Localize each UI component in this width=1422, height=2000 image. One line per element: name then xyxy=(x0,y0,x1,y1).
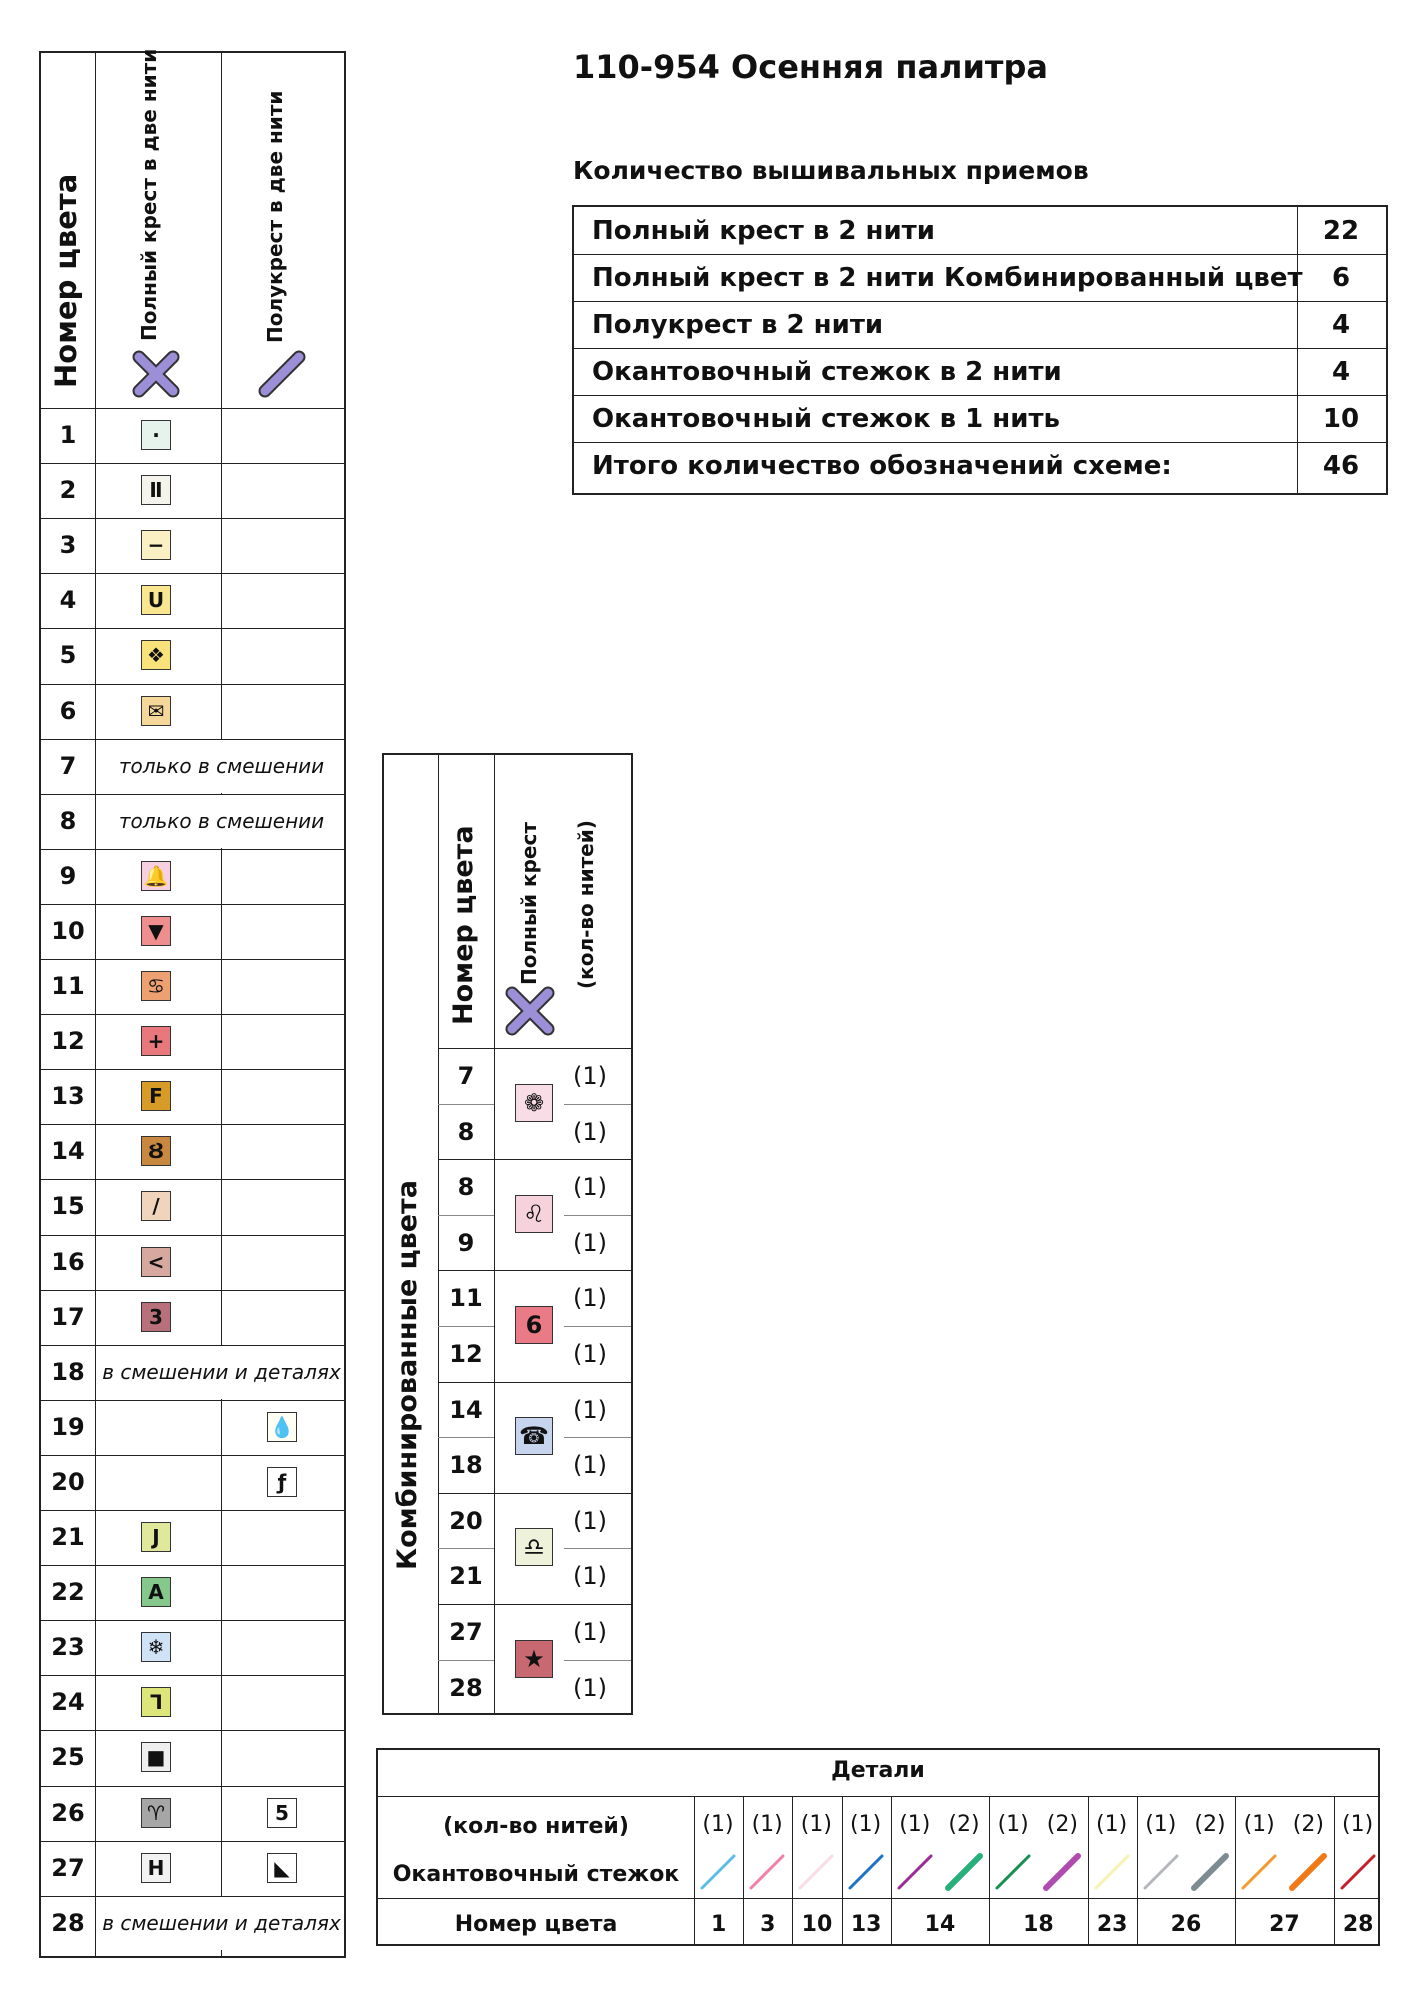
combined-color-number: 20 xyxy=(449,1506,483,1535)
count-value: 10 xyxy=(1322,404,1360,434)
color-number: 8 xyxy=(59,806,77,835)
full-cross-symbol: ▼ xyxy=(141,916,171,946)
full-cross-symbol: 🔔 xyxy=(141,861,171,891)
combined-color-number: 8 xyxy=(457,1117,475,1146)
count-row xyxy=(574,348,1386,395)
details-thread-count: (1) xyxy=(1096,1812,1128,1837)
count-label: Полный крест в 2 нити xyxy=(592,216,935,246)
details-title: Детали xyxy=(831,1758,925,1783)
edge-stitch-line-icon xyxy=(991,1850,1035,1894)
combined-thread-count: (1) xyxy=(573,1673,607,1702)
edge-stitch-line-icon xyxy=(1139,1850,1183,1894)
combined-thread-count: (1) xyxy=(573,1395,607,1424)
details-thread-count: (2) xyxy=(948,1812,980,1837)
combined-color-number: 28 xyxy=(449,1673,483,1702)
details-color-number: 28 xyxy=(1342,1912,1374,1937)
color-number: 23 xyxy=(51,1633,85,1662)
color-number: 4 xyxy=(59,586,77,615)
color-number: 12 xyxy=(51,1027,85,1056)
combined-thread-count: (1) xyxy=(573,1506,607,1535)
combined-header-full-cross: Полный крест xyxy=(517,822,541,985)
full-cross-symbol: − xyxy=(141,530,171,560)
full-cross-symbol: Ȣ xyxy=(141,1136,171,1166)
details-table xyxy=(376,1748,1380,1946)
details-thread-count: (1) xyxy=(702,1812,734,1837)
count-value: 6 xyxy=(1331,263,1351,293)
edge-stitch-line-icon xyxy=(696,1850,740,1894)
color-number: 10 xyxy=(51,916,85,945)
details-thread-count: (1) xyxy=(1243,1812,1275,1837)
details-thread-count: (2) xyxy=(1194,1812,1226,1837)
edge-stitch-line-icon xyxy=(1336,1850,1380,1894)
color-number: 16 xyxy=(51,1247,85,1276)
combined-color-number: 11 xyxy=(449,1284,483,1313)
count-label: Полукрест в 2 нити xyxy=(592,310,884,340)
full-cross-symbol: ♋ xyxy=(141,971,171,1001)
edge-stitch-line-icon xyxy=(1040,1850,1084,1894)
mix-note: только в смешении xyxy=(118,808,325,833)
details-thread-count: (1) xyxy=(800,1812,832,1837)
count-total-value: 46 xyxy=(1322,451,1360,481)
combined-thread-count: (1) xyxy=(573,1284,607,1313)
combined-color-number: 9 xyxy=(457,1228,475,1257)
color-number: 18 xyxy=(51,1357,85,1386)
count-row xyxy=(574,395,1386,442)
count-label: Окантовочный стежок в 2 нити xyxy=(592,357,1062,387)
header-half-cross: Полукрест в две нити xyxy=(263,90,287,343)
full-cross-symbol: ♈ xyxy=(141,1798,171,1828)
combined-symbol: ♎ xyxy=(515,1528,553,1566)
details-color-number: 10 xyxy=(801,1912,833,1937)
full-cross-symbol: 3 xyxy=(141,1302,171,1332)
details-color-number: 14 xyxy=(924,1912,956,1937)
details-stitch-label: Окантовочный стежок xyxy=(392,1862,680,1887)
edge-stitch-line-icon xyxy=(1237,1850,1281,1894)
combined-header-threads: (кол-во нитей) xyxy=(574,820,598,989)
combined-thread-count: (1) xyxy=(573,1173,607,1202)
full-cross-symbol: · xyxy=(141,420,171,450)
combined-side-label: Комбинированные цвета xyxy=(392,1180,423,1570)
edge-stitch-line-icon xyxy=(893,1850,937,1894)
combined-thread-count: (1) xyxy=(573,1228,607,1257)
details-thread-count: (1) xyxy=(1145,1812,1177,1837)
color-number: 22 xyxy=(51,1578,85,1607)
color-number: 11 xyxy=(51,972,85,1000)
color-legend-table xyxy=(39,48,346,1958)
combined-thread-count: (1) xyxy=(573,1062,607,1090)
color-number: 15 xyxy=(51,1192,85,1221)
full-cross-symbol: Ⅱ xyxy=(141,475,171,505)
details-threads-label: (кол-во нитей) xyxy=(443,1814,629,1839)
mix-note: только в смешении xyxy=(118,753,325,778)
full-cross-symbol: ✉ xyxy=(141,696,171,726)
edge-stitch-line-icon xyxy=(942,1850,986,1894)
color-number: 24 xyxy=(51,1688,85,1717)
color-number: 14 xyxy=(51,1137,85,1166)
full-cross-symbol: H xyxy=(141,1853,171,1883)
counts-table xyxy=(572,205,1388,495)
full-cross-symbol: U xyxy=(141,585,171,615)
full-cross-symbol: < xyxy=(141,1247,171,1277)
color-number: 17 xyxy=(51,1302,85,1331)
color-number: 5 xyxy=(59,641,77,670)
header-full-cross: Полный крест в две нити xyxy=(137,48,161,341)
combined-color-number: 18 xyxy=(449,1451,483,1480)
count-total-label: Итого количество обозначений схеме: xyxy=(592,451,1172,481)
color-number: 28 xyxy=(51,1908,85,1937)
full-cross-icon xyxy=(131,349,181,399)
color-number: 7 xyxy=(59,751,77,780)
details-color-number: 1 xyxy=(710,1912,727,1937)
combined-thread-count: (1) xyxy=(573,1340,607,1368)
combined-color-number: 12 xyxy=(449,1340,483,1368)
count-value: 22 xyxy=(1322,216,1360,246)
half-cross-symbol: 5 xyxy=(267,1798,297,1828)
edge-stitch-line-icon xyxy=(1188,1850,1232,1894)
combined-symbol: ☎ xyxy=(515,1417,553,1455)
half-cross-symbol: 💧 xyxy=(267,1412,297,1442)
color-number: 20 xyxy=(51,1467,85,1496)
color-number: 21 xyxy=(51,1523,85,1551)
color-number: 1 xyxy=(59,421,77,449)
combined-thread-count: (1) xyxy=(573,1117,607,1146)
combined-symbol: ★ xyxy=(515,1640,553,1678)
color-number: 25 xyxy=(51,1743,85,1772)
full-cross-symbol: ■ xyxy=(141,1742,171,1772)
full-cross-symbol: + xyxy=(141,1026,171,1056)
page-title: 110-954 Осенняя палитра xyxy=(573,48,1048,86)
count-value: 4 xyxy=(1331,357,1351,387)
details-thread-count: (1) xyxy=(997,1812,1029,1837)
combined-thread-count: (1) xyxy=(573,1562,607,1591)
details-color-number: 26 xyxy=(1170,1912,1202,1937)
details-color-number: 3 xyxy=(760,1912,776,1937)
combined-symbol: ❁ xyxy=(515,1084,553,1122)
full-cross-symbol: F xyxy=(141,1081,171,1111)
full-cross-symbol: A xyxy=(141,1577,171,1607)
edge-stitch-line-icon xyxy=(745,1850,789,1894)
full-cross-symbol: ❖ xyxy=(141,640,171,670)
count-total-row xyxy=(574,442,1386,489)
edge-stitch-line-icon xyxy=(844,1850,888,1894)
count-label: Полный крест в 2 нити Комбинированный цвет xyxy=(592,263,1303,293)
count-row xyxy=(574,301,1386,348)
details-thread-count: (2) xyxy=(1046,1812,1078,1837)
combined-thread-count: (1) xyxy=(573,1451,607,1480)
color-number: 2 xyxy=(59,476,77,505)
combined-symbol: 6 xyxy=(515,1306,553,1344)
details-thread-count: (1) xyxy=(850,1812,882,1837)
combined-color-number: 14 xyxy=(449,1395,483,1424)
combined-color-number: 27 xyxy=(449,1618,483,1646)
full-cross-symbol: ⅂ xyxy=(141,1687,171,1717)
half-cross-symbol: ◣ xyxy=(267,1853,297,1883)
half-cross-symbol: ƒ xyxy=(267,1467,297,1497)
details-thread-count: (2) xyxy=(1292,1812,1324,1837)
combined-color-number: 7 xyxy=(457,1062,475,1090)
count-label: Окантовочный стежок в 1 нить xyxy=(592,404,1060,434)
counts-heading: Количество вышивальных приемов xyxy=(573,156,1089,185)
details-number-label: Номер цвета xyxy=(454,1912,618,1937)
combined-colors-table xyxy=(382,753,633,1715)
details-thread-count: (1) xyxy=(899,1812,931,1837)
edge-stitch-line-icon xyxy=(1090,1850,1134,1894)
combined-color-number: 8 xyxy=(457,1173,475,1202)
details-color-number: 18 xyxy=(1023,1912,1054,1937)
count-row xyxy=(574,254,1386,301)
details-color-number: 27 xyxy=(1269,1912,1300,1937)
combined-header-color-number: Номер цвета xyxy=(448,825,479,1025)
details-thread-count: (1) xyxy=(751,1812,783,1837)
details-color-number: 23 xyxy=(1096,1912,1128,1937)
combined-color-number: 21 xyxy=(449,1562,483,1591)
color-number: 6 xyxy=(59,696,77,725)
mix-note: в смешении и деталях xyxy=(102,1359,341,1384)
combined-full-cross-icon xyxy=(504,985,556,1037)
header-color-number: Номер цвета xyxy=(49,173,83,388)
combined-symbol: ♌ xyxy=(515,1195,553,1233)
half-cross-icon xyxy=(257,349,307,399)
full-cross-symbol: J xyxy=(141,1522,171,1552)
full-cross-symbol: / xyxy=(141,1191,171,1221)
color-number: 13 xyxy=(51,1082,85,1111)
color-number: 3 xyxy=(59,531,77,560)
count-row xyxy=(574,207,1386,254)
details-color-number: 13 xyxy=(850,1912,882,1937)
edge-stitch-line-icon xyxy=(794,1850,838,1894)
color-number: 19 xyxy=(51,1412,85,1441)
combined-thread-count: (1) xyxy=(573,1618,607,1646)
mix-note: в смешении и деталях xyxy=(102,1910,341,1935)
edge-stitch-line-icon xyxy=(1286,1850,1330,1894)
color-number: 9 xyxy=(59,861,77,890)
color-number: 26 xyxy=(51,1798,85,1827)
details-thread-count: (1) xyxy=(1342,1812,1374,1837)
full-cross-symbol: ❄ xyxy=(141,1632,171,1662)
color-number: 27 xyxy=(51,1853,85,1882)
count-value: 4 xyxy=(1331,310,1351,340)
